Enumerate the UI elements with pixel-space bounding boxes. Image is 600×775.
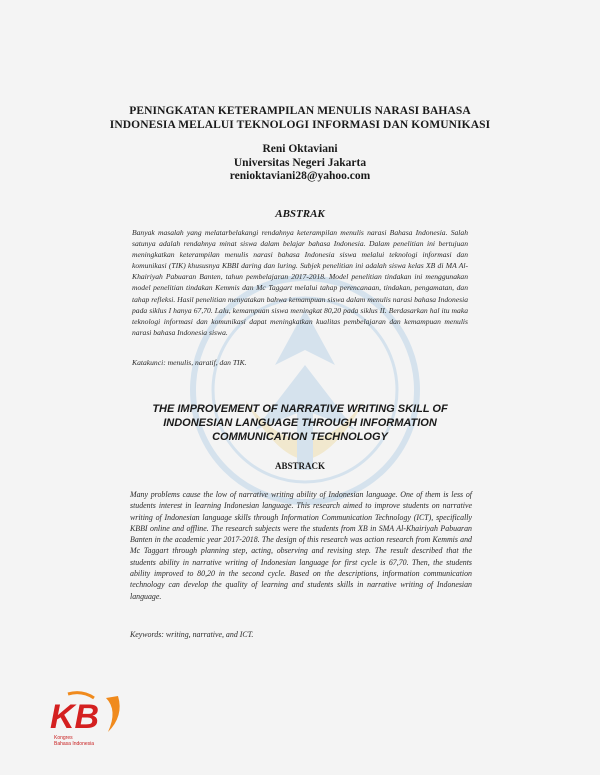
paper-title-indonesian (80, 104, 520, 132)
title-id-line-1: PENINGKATAN KETERAMPILAN MENULIS NARASI BAHASA (129, 105, 471, 117)
abstract-body: Many problems cause the low of narrative writing ability of Indonesian language. One of them is less of students interest in learning Indonesian language. This research aimed to improve students on narrative writing of Indonesian language skills through Information Communication Technology (ICT), specifically KBBI online and offline. The research subjects were the students from XB in SMA Al-Khairiyah Pabuaran Banten in the academic year 2017-2018. The design of this research was action research from Kemmis and Mc Taggart through planning step, acting, observing and revising step. The result described that the students ability in narrative writing of Indonesian language for first cycle is 67,70. Then, the students ability improved to 80,20 in the second cycle. Based on the descriptions, information communication technology can develop the quality of learning and students skills in narrative writing of Indonesian language. (130, 490, 472, 601)
abstrak-heading: ABSTRAK (275, 208, 325, 220)
author-name: Reni Oktaviani (262, 143, 338, 155)
abstract-heading: ABSTRACK (274, 461, 325, 471)
paper-title-english (140, 402, 460, 444)
title-en-line-3: COMMUNICATION TECHNOLOGY (212, 431, 388, 443)
title-en-line-2: INDONESIAN LANGUAGE THROUGH INFORMATION (163, 417, 437, 429)
author-affiliation: Universitas Negeri Jakarta (233, 156, 367, 169)
kata-kunci: Katakunci: menulis, naratif, dan TIK. (132, 358, 247, 367)
author-block (150, 143, 450, 184)
author-email: renioktaviani28@yahoo.com (229, 170, 371, 182)
abstrak-body: Banyak masalah yang melatarbelakangi rendahnya keterampilan menulis narasi Bahasa Indonesia. Salah satunya adalah rendahnya minat siswa dalam belajar bahasa Indonesia. Dalam penelitian ini bertujuan meningkatkan keterampilan menulis narasi bahasa Indonesia siswa melalui teknologi informasi dan komunikasi (TIK) khususnya KBBI daring dan luring. Subjek penelitian ini adalah siswa kelas XB di MA Al-Khairiyah Pabuaran Banten, tahun pembelajaran 2017-2018. Model penelitian tindakan ini menggunakan model penelitian tindakan Kemmis dan Mc Taggart melalui tahap perencanaan, tindakan, pengamatan, dan tahap refleksi. Hasil penelitian menyatakan bahwa kemampuan siswa dalam menulis narasi bahasa Indonesia pada siklus I hanya 67,70. Lalu, kemampuan siswa meningkat 80,20 pada siklus II. Berdasarkan hal itu maka teknologi informasi dan komunikasi dapat meningkatkan kualitas pembelajaran dan kemampuan menulis narasi bahasa Indonesia siswa. (132, 228, 468, 337)
title-en-line-1: THE IMPROVEMENT OF NARRATIVE WRITING SKILL OF (152, 403, 448, 415)
logo-mark: KB (50, 698, 100, 736)
logo-caption-line-2: Bahasa Indonesia (54, 741, 95, 747)
logo-caption (54, 735, 134, 747)
logo-caption-line-1: Kongres (54, 735, 73, 741)
keywords: Keywords: writing, narrative, and ICT. (130, 630, 254, 639)
title-id-line-2: INDONESIA MELALUI TEKNOLOGI INFORMASI DAN KOMUNIKASI (109, 119, 491, 131)
